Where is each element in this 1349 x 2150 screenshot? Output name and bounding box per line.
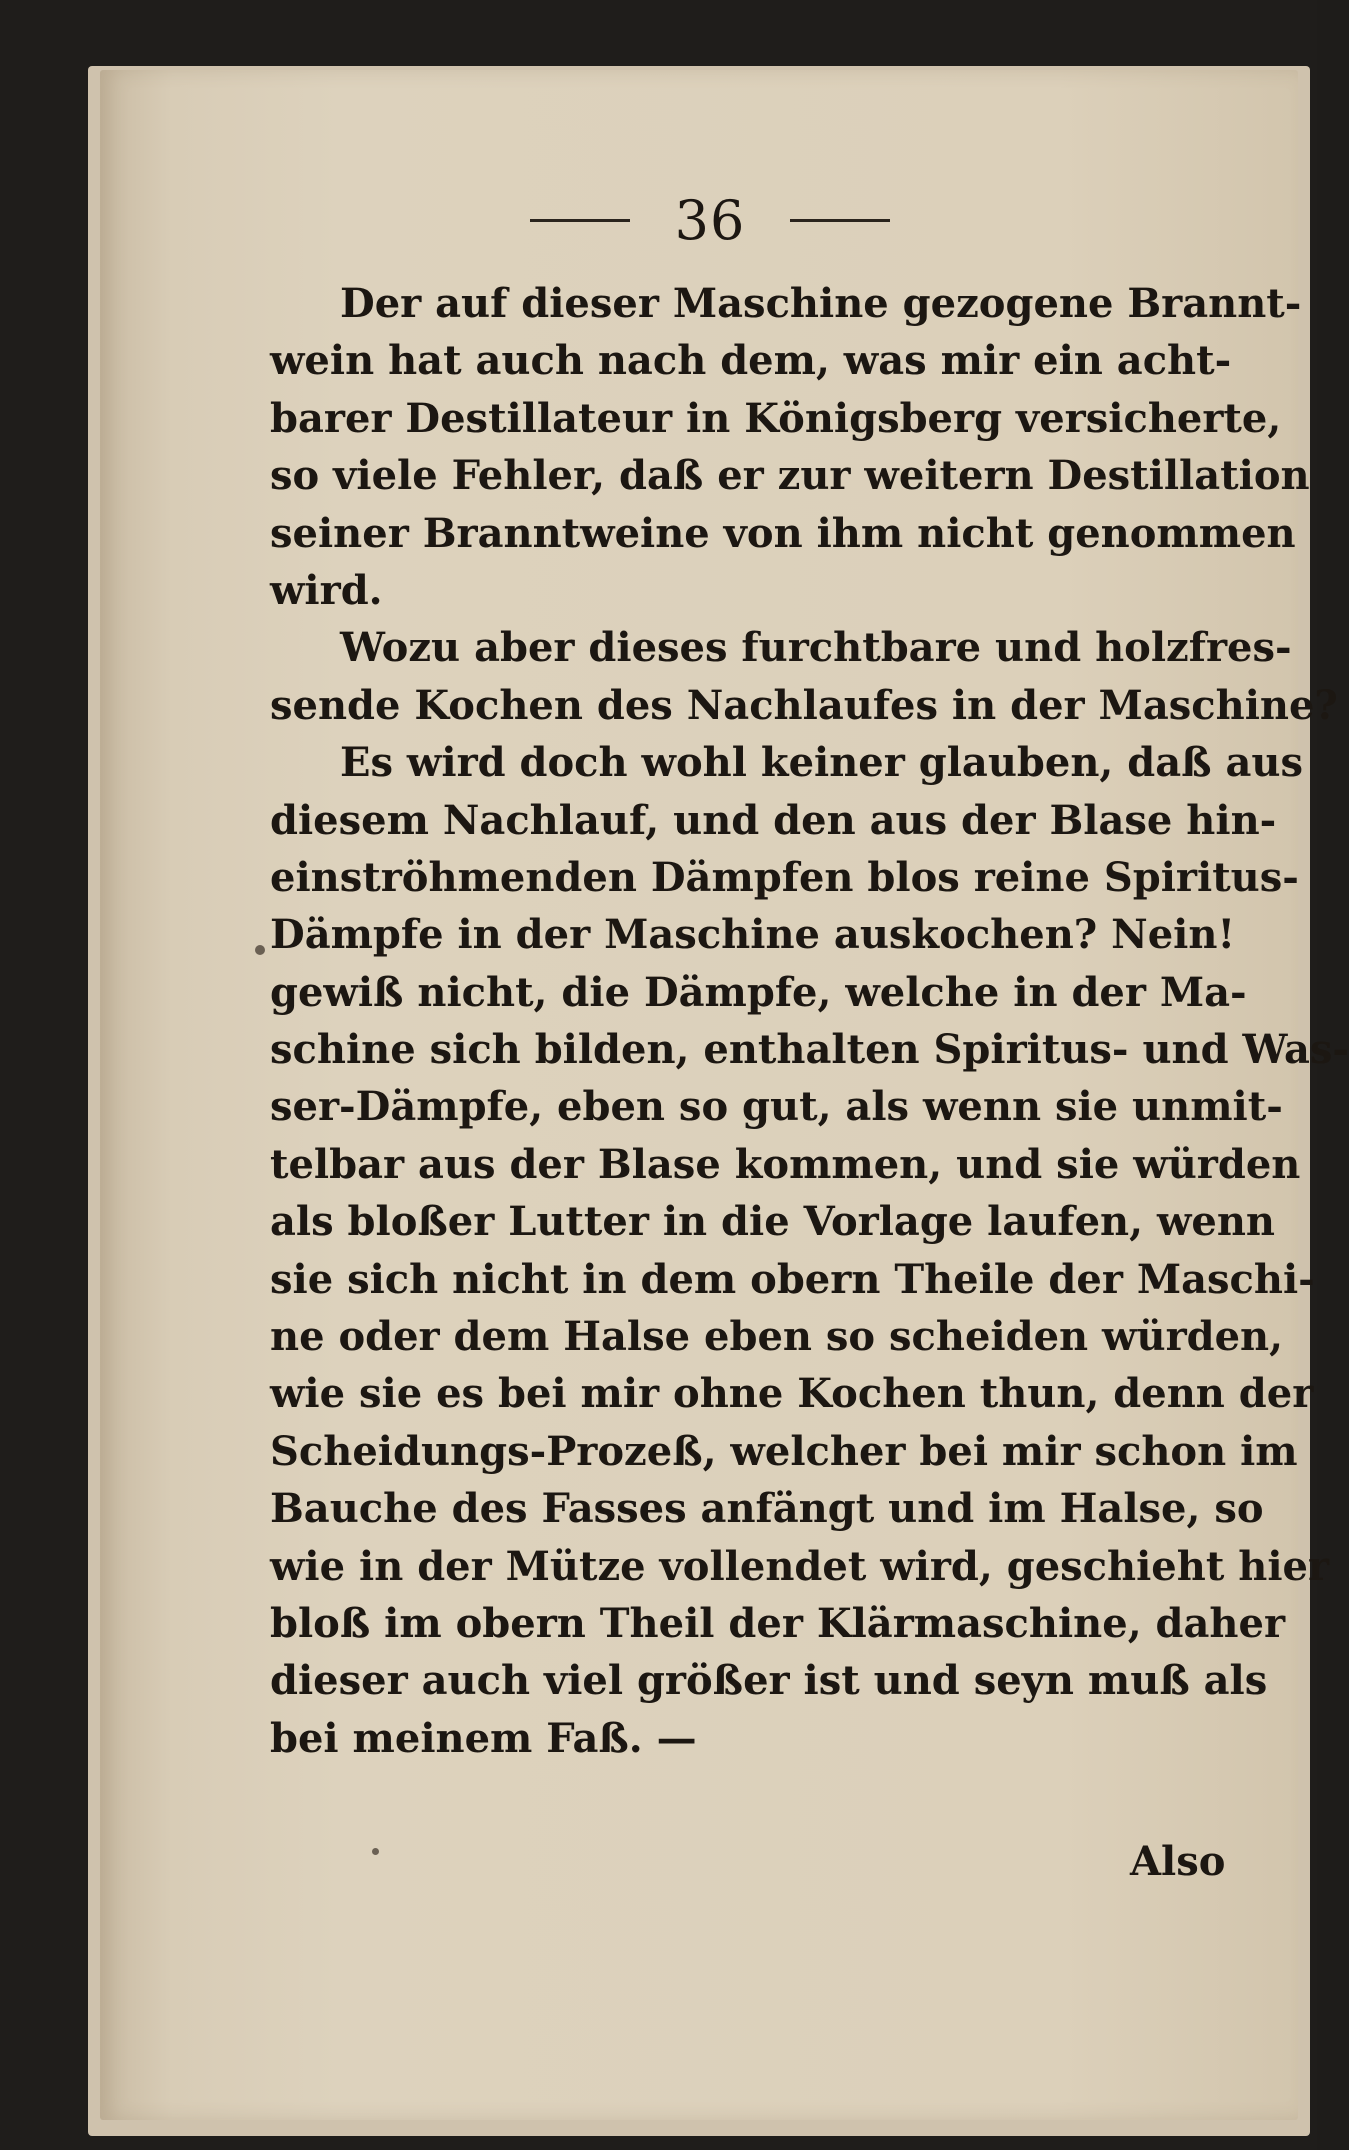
text-line: sie sich nicht in dem obern Theile der Maschi- [270, 1255, 1315, 1303]
page-number: 36 [674, 188, 746, 252]
text-line: ser-Dämpfe, eben so gut, als wenn sie unmit- [270, 1083, 1283, 1131]
text-line: Scheidungs-Prozeß, welcher bei mir schon im [270, 1427, 1298, 1475]
text-line: ne oder dem Halse eben so scheiden würden, [270, 1313, 1284, 1361]
catchword: Also [1130, 1838, 1226, 1885]
text-line: bei meinem Faß. — [270, 1714, 697, 1762]
text-line: so viele Fehler, daß er zur weitern Destillation [270, 452, 1310, 500]
text-line: wird. [270, 566, 383, 614]
text-line: wie sie es bei mir ohne Kochen thun, denn der [270, 1370, 1314, 1418]
text-line: als bloßer Lutter in die Vorlage laufen, wenn [270, 1198, 1275, 1246]
text-line: wein hat auch nach dem, was mir ein acht- [270, 337, 1232, 385]
header-rule-left [530, 219, 630, 222]
text-line: Der auf dieser Maschine gezogene Brannt- [340, 280, 1302, 327]
page-content [270, 175, 1349, 1767]
text-line: telbar aus der Blase kommen, und sie würden [270, 1140, 1301, 1188]
text-line: seiner Branntweine von ihm nicht genommen [270, 509, 1296, 557]
text-line: gewiß nicht, die Dämpfe, welche in der Ma- [270, 968, 1247, 1016]
paper-speck [372, 1848, 379, 1855]
header-rule-right [790, 219, 890, 222]
text-line: Dämpfe in der Maschine auskochen? Nein! [270, 911, 1235, 959]
text-line: sende Kochen des Nachlaufes in der Maschine? [270, 681, 1338, 729]
text-line: wie in der Mütze vollendet wird, geschieht hier [270, 1542, 1330, 1590]
text-line: bloß im obern Theil der Klärmaschine, daher [270, 1599, 1286, 1647]
text-line: einströhmenden Dämpfen blos reine Spiritus- [270, 853, 1299, 901]
text-line: barer Destillateur in Königsberg versicherte, [270, 394, 1282, 442]
body-text [270, 275, 1349, 1767]
text-line: Bauche des Fasses anfängt und im Halse, so [270, 1485, 1264, 1533]
paper-speck [255, 945, 265, 955]
page-header [370, 175, 1050, 265]
text-line: dieser auch viel größer ist und seyn muß als [270, 1657, 1268, 1705]
text-line: Es wird doch wohl keiner glauben, daß aus [340, 739, 1303, 787]
text-line: diesem Nachlauf, und den aus der Blase hin- [270, 796, 1277, 844]
text-line: Wozu aber dieses furchtbare und holzfres- [340, 624, 1292, 672]
text-line: schine sich bilden, enthalten Spiritus- und Was- [270, 1026, 1349, 1074]
